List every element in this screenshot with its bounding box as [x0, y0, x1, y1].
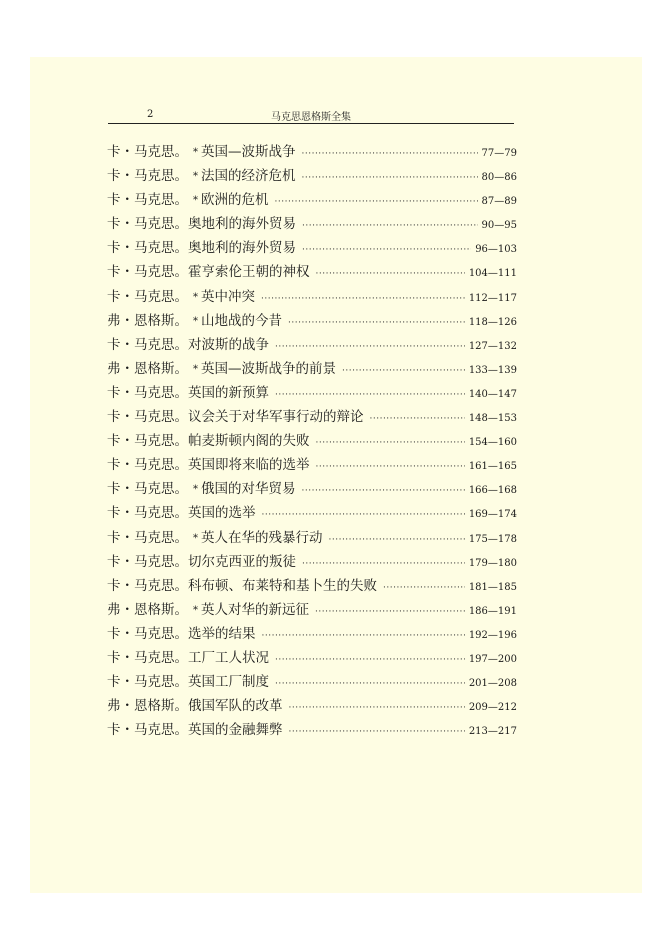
dot-leader: [329, 535, 465, 545]
entry-pages: 161—165: [468, 461, 517, 473]
page-number: 2: [147, 109, 154, 120]
entry-author: 卡・马克思。: [107, 264, 188, 281]
dot-leader: [370, 414, 465, 424]
star-marker: *: [193, 363, 198, 375]
star-marker: *: [193, 195, 198, 207]
toc-entry: [107, 309, 517, 333]
entry-title: 英国即将来临的选举: [188, 457, 310, 474]
entry-title: 英中冲突: [201, 288, 255, 305]
entry-title: 俄国的对华贸易: [201, 481, 296, 498]
dot-leader: [316, 438, 465, 448]
entry-author: 弗・恩格斯。: [107, 698, 188, 715]
toc-entry: [107, 646, 517, 670]
entry-author: 卡・马克思。: [107, 144, 188, 160]
entry-title: 英国的金融舞弊: [188, 722, 283, 739]
entry-title: 选举的结果: [188, 625, 256, 642]
toc-entry: [107, 477, 517, 501]
entry-title: 奥地利的海外贸易: [188, 216, 296, 233]
entry-title: 英国—波斯战争的前景: [201, 360, 336, 377]
entry-pages: 154—160: [468, 437, 517, 449]
entry-title: 英国的新预算: [188, 384, 269, 401]
toc-entry: [107, 550, 517, 574]
toc-entry: [107, 357, 517, 381]
dot-leader: [302, 245, 471, 255]
entry-title: 英国的选举: [188, 505, 256, 522]
entry-pages: 201—208: [468, 678, 517, 690]
entry-author: 卡・马克思。: [107, 409, 188, 426]
entry-author: 弗・恩格斯。: [107, 312, 188, 329]
toc-entry: [107, 501, 517, 525]
entry-pages: 133—139: [468, 364, 517, 376]
dot-leader: [316, 462, 465, 472]
dot-leader: [289, 703, 465, 713]
entry-title: 英人对华的新远征: [201, 601, 309, 618]
entry-author: 卡・马克思。: [107, 288, 188, 305]
entry-pages: 90—95: [481, 220, 517, 232]
star-marker: *: [193, 147, 198, 158]
entry-pages: 181—185: [468, 581, 517, 593]
entry-title: 对波斯的战争: [188, 336, 269, 353]
entry-pages: 96—103: [475, 244, 517, 256]
dot-leader: [383, 583, 465, 593]
page-header: [108, 103, 514, 124]
dot-leader: [275, 390, 465, 400]
dot-leader: [302, 486, 465, 496]
entry-title: 议会关于对华军事行动的辩论: [188, 409, 364, 426]
entry-title: 英国—波斯战争: [201, 144, 296, 160]
entry-pages: 127—132: [468, 340, 517, 352]
entry-title: 俄国军队的改革: [188, 698, 283, 715]
toc-entry: [107, 405, 517, 429]
toc-entry: [107, 526, 517, 550]
toc-entry: [107, 140, 517, 164]
toc-entry: [107, 333, 517, 357]
entry-author: 弗・恩格斯。: [107, 601, 188, 618]
entry-author: 卡・马克思。: [107, 649, 188, 666]
dot-leader: [316, 269, 465, 279]
dot-leader: [302, 173, 478, 183]
dot-leader: [275, 342, 465, 352]
toc-entry: [107, 429, 517, 453]
entry-pages: 140—147: [468, 388, 517, 400]
entry-pages: 197—200: [468, 653, 517, 665]
entry-pages: 186—191: [468, 605, 517, 617]
toc-entry: [107, 381, 517, 405]
entry-author: 卡・马克思。: [107, 625, 188, 642]
entry-pages: 213—217: [468, 726, 517, 738]
entry-title: 英人在华的残暴行动: [201, 529, 323, 546]
dot-leader: [288, 318, 465, 328]
star-marker: *: [193, 532, 198, 544]
entry-author: 卡・马克思。: [107, 240, 188, 257]
dot-leader: [262, 631, 465, 641]
toc-entry: [107, 598, 517, 622]
entry-title: 奥地利的海外贸易: [188, 240, 296, 257]
entry-author: 弗・恩格斯。: [107, 360, 188, 377]
entry-author: 卡・马克思。: [107, 384, 188, 401]
dot-leader: [275, 655, 465, 665]
dot-leader: [289, 727, 465, 737]
entry-title: 科布顿、布莱特和基卜生的失败: [188, 577, 377, 594]
entry-author: 卡・马克思。: [107, 505, 188, 522]
dot-leader: [261, 294, 465, 304]
star-marker: *: [193, 171, 198, 183]
toc-entry: [107, 285, 517, 309]
entry-pages: 192—196: [468, 629, 517, 641]
dot-leader: [275, 197, 478, 207]
dot-leader: [302, 149, 478, 159]
star-marker: *: [193, 484, 198, 496]
entry-author: 卡・马克思。: [107, 192, 188, 209]
entry-pages: 166—168: [468, 485, 517, 497]
entry-title: 法国的经济危机: [201, 168, 296, 185]
entry-title: 英国工厂制度: [188, 674, 269, 691]
toc-entry: [107, 718, 517, 742]
toc-entry: [107, 694, 517, 718]
dot-leader: [302, 559, 465, 569]
entry-author: 卡・马克思。: [107, 674, 188, 691]
star-marker: *: [193, 604, 198, 616]
entry-pages: 87—89: [481, 196, 517, 208]
toc-entry: [107, 212, 517, 236]
entry-title: 欧洲的危机: [201, 192, 269, 209]
entry-pages: 148—153: [468, 413, 517, 425]
toc-entry: [107, 260, 517, 284]
dot-leader: [315, 607, 465, 617]
entry-title: 切尔克西亚的叛徒: [188, 553, 296, 570]
entry-title: 霍亨索伦王朝的神权: [188, 264, 310, 281]
entry-pages: 118—126: [468, 316, 517, 328]
dot-leader: [342, 366, 465, 376]
entry-author: 卡・马克思。: [107, 577, 188, 594]
toc-entry: [107, 236, 517, 260]
dot-leader: [275, 679, 465, 689]
entry-title: 山地战的今昔: [201, 312, 282, 329]
entry-pages: 112—117: [468, 292, 517, 304]
entry-author: 卡・马克思。: [107, 722, 188, 739]
entry-author: 卡・马克思。: [107, 168, 188, 185]
entry-pages: 179—180: [468, 557, 517, 569]
entry-pages: 80—86: [481, 172, 517, 184]
entry-author: 卡・马克思。: [107, 433, 188, 450]
entry-title: 工厂工人状况: [188, 649, 269, 666]
entry-author: 卡・马克思。: [107, 457, 188, 474]
star-marker: *: [193, 315, 198, 327]
entry-author: 卡・马克思。: [107, 553, 188, 570]
entry-pages: 77—79: [481, 148, 517, 159]
entry-pages: 209—212: [468, 702, 517, 714]
entry-pages: 169—174: [468, 509, 517, 521]
entry-author: 卡・马克思。: [107, 336, 188, 353]
toc-entry: [107, 622, 517, 646]
dot-leader: [302, 221, 478, 231]
table-of-contents: [107, 140, 517, 742]
entry-author: 卡・马克思。: [107, 216, 188, 233]
toc-entry: [107, 670, 517, 694]
toc-entry: [107, 188, 517, 212]
book-title: 马克思恩格斯全集: [271, 112, 351, 123]
dot-leader: [262, 510, 465, 520]
toc-entry: [107, 574, 517, 598]
entry-pages: 175—178: [468, 533, 517, 545]
toc-entry: [107, 164, 517, 188]
entry-pages: 104—111: [468, 268, 517, 280]
entry-title: 帕麦斯顿内阁的失败: [188, 433, 310, 450]
entry-author: 卡・马克思。: [107, 529, 188, 546]
toc-entry: [107, 453, 517, 477]
star-marker: *: [193, 291, 198, 303]
entry-author: 卡・马克思。: [107, 481, 188, 498]
